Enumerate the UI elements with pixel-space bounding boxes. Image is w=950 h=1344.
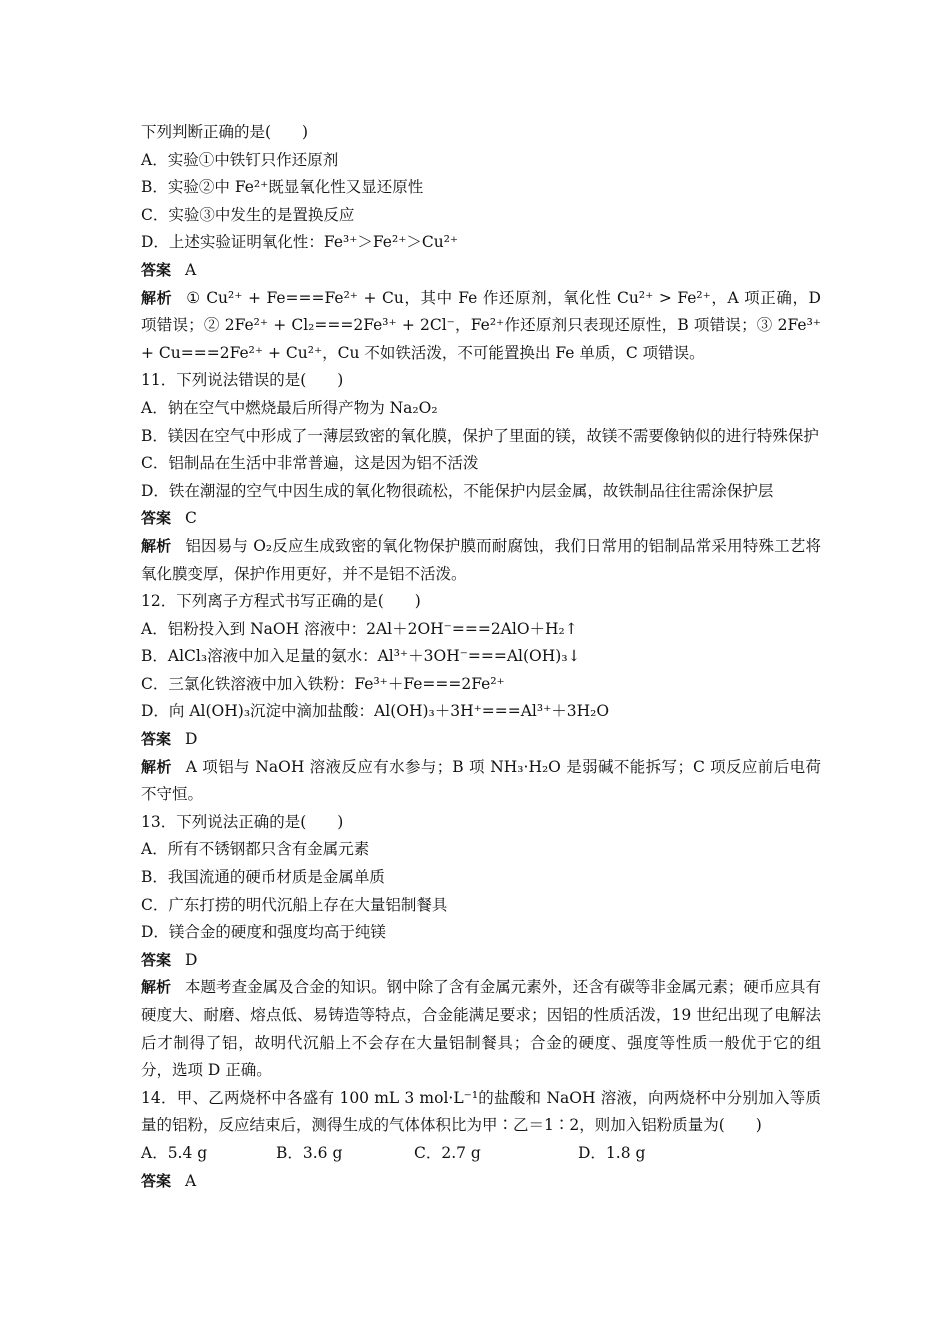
answer-row [141, 257, 821, 285]
analysis-label: 解析 [141, 288, 173, 307]
option-b: B．3.6 g [276, 1143, 343, 1162]
answer-value: D [185, 730, 198, 749]
option-b: B．镁因在空气中形成了一薄层致密的氧化膜，保护了里面的镁，故镁不需要像钠似的进行特殊保护 [141, 426, 819, 445]
document-body [141, 119, 821, 1195]
answer-row [141, 505, 821, 533]
answer-label: 答案 [141, 950, 172, 969]
analysis-label: 解析 [141, 536, 172, 555]
option-d: D．1.8 g [578, 1143, 646, 1162]
answer-row [141, 1168, 821, 1196]
analysis-label: 解析 [141, 978, 172, 997]
answer-label: 答案 [141, 1171, 172, 1190]
answer-row [141, 726, 821, 754]
analysis-row [141, 533, 821, 588]
option-b: B．我国流通的硬币材质是金属单质 [141, 868, 385, 887]
question-stem: 14．甲、乙两烧杯中各盛有 100 mL 3 mol·L⁻¹的盐酸和 NaOH 溶液，向两烧杯中分别加入等质量的铝粉，反应结束后，测得生成的气体体积比为甲∶乙＝1∶2，则加入铝粉质量为( ) [141, 1088, 821, 1135]
answer-label: 答案 [141, 730, 172, 749]
options-row [141, 1140, 821, 1168]
option-a: A．5.4 g [141, 1143, 208, 1162]
analysis-row [141, 754, 821, 809]
analysis-label: 解析 [141, 757, 172, 776]
answer-value: A [185, 260, 197, 279]
option-a: A．实验①中铁钉只作还原剂 [141, 150, 339, 169]
option-c: C．实验③中发生的是置换反应 [141, 205, 355, 224]
option-c: C．广东打捞的明代沉船上存在大量铝制餐具 [141, 895, 448, 914]
option-a: A．钠在空气中燃烧最后所得产物为 Na₂O₂ [141, 398, 438, 417]
analysis-row [141, 974, 821, 1084]
answer-label: 答案 [141, 260, 172, 279]
option-c: C．2.7 g [414, 1143, 481, 1162]
answer-label: 答案 [141, 509, 172, 528]
option-d: D．铁在潮湿的空气中因生成的氧化物很疏松，不能保护内层金属，故铁制品往往需涂保护层 [141, 481, 774, 500]
analysis-text: A 项铝与 NaOH 溶液反应有水参与；B 项 NH₃·H₂O 是弱碱不能拆写；C 项反应前后电荷不守恒。 [141, 757, 821, 804]
answer-value: A [185, 1171, 197, 1190]
question-stem: 下列判断正确的是( ) [141, 123, 309, 141]
option-d: D．上述实验证明氧化性：Fe³⁺＞Fe²⁺＞Cu²⁺ [141, 233, 459, 252]
answer-value: C [185, 509, 197, 528]
analysis-text: ① Cu²⁺ + Fe===Fe²⁺ + Cu，其中 Fe 作还原剂，氧化性 Cu²⁺ > Fe²⁺，A 项正确，D 项错误；② 2Fe²⁺ + Cl₂===2Fe³⁺ + 2Cl⁻，Fe²⁺作还原剂只表现还原性，B 项错误；③ 2Fe³⁺ + Cu===2Fe²⁺ + Cu²⁺，Cu 不如铁活泼，不可能置换出 Fe 单质，C 项错误。 [141, 288, 821, 362]
question-stem: 12．下列离子方程式书写正确的是( ) [141, 592, 421, 611]
option-d: D．向 Al(OH)₃沉淀中滴加盐酸：Al(OH)₃＋3H⁺===Al³⁺＋3H₂O [141, 702, 610, 721]
option-c: C．三氯化铁溶液中加入铁粉：Fe³⁺＋Fe===2Fe²⁺ [141, 674, 505, 693]
option-d: D．镁合金的硬度和强度均高于纯镁 [141, 923, 386, 942]
question-stem: 11．下列说法错误的是( ) [141, 371, 344, 390]
question-stem: 13．下列说法正确的是( ) [141, 812, 344, 831]
option-a: A．所有不锈钢都只含有金属元素 [141, 840, 370, 859]
option-a: A．铝粉投入到 NaOH 溶液中：2Al＋2OH⁻===2AlO＋H₂↑ [141, 619, 578, 638]
option-b: B．实验②中 Fe²⁺既显氧化性又显还原性 [141, 178, 424, 197]
answer-row [141, 947, 821, 975]
analysis-row [141, 285, 821, 368]
answer-value: D [185, 950, 198, 969]
analysis-text: 本题考查金属及合金的知识。钢中除了含有金属元素外，还含有碳等非金属元素；硬币应具有硬度大、耐磨、熔点低、易铸造等特点，合金能满足要求；因铝的性质活泼，19 世纪出现了电解法后才制得了铝，故明代沉船上不会存在大量铝制餐具；合金的硬度、强度等性质一般优于它的组分，选项 D 正确。 [141, 978, 821, 1080]
option-c: C．铝制品在生活中非常普遍，这是因为铝不活泼 [141, 454, 479, 473]
analysis-text: 铝因易与 O₂反应生成致密的氧化物保护膜而耐腐蚀，我们日常用的铝制品常采用特殊工艺将氧化膜变厚，保护作用更好，并不是铝不活泼。 [141, 536, 821, 583]
option-b: B．AlCl₃溶液中加入足量的氨水：Al³⁺＋3OH⁻===Al(OH)₃↓ [141, 647, 581, 666]
